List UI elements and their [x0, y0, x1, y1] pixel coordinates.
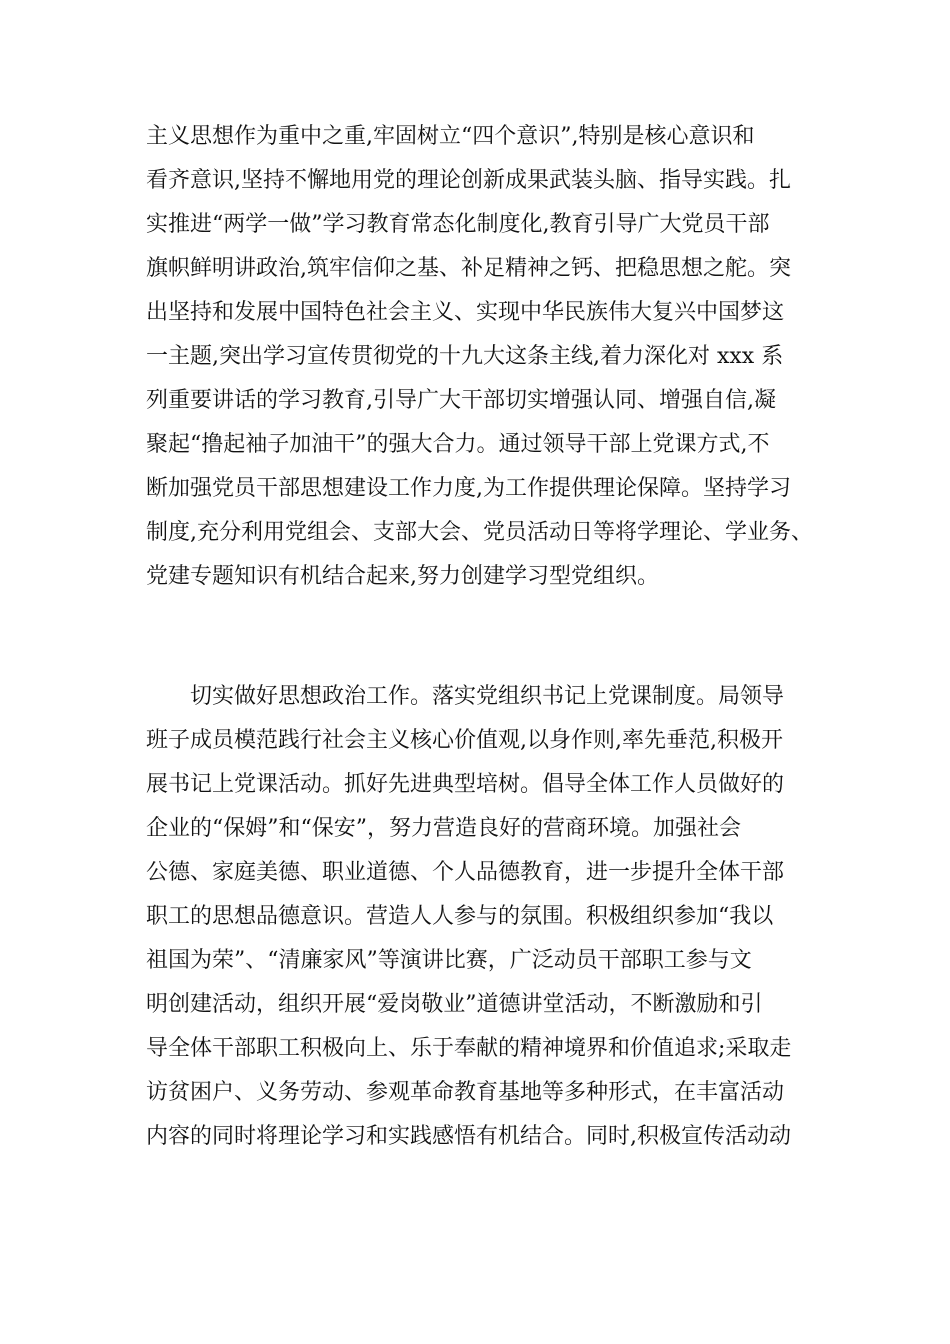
- text-line: 班子成员模范践行社会主义核心价值观,以身作则,率先垂范,积极开: [146, 728, 783, 753]
- paragraph-1: [146, 115, 813, 599]
- text-line: 看齐意识,坚持不懈地用党的理论创新成果武装头脑、指导实践。扎: [146, 168, 791, 193]
- text-line: 一主题,突出学习宣传贯彻党的十九大这条主线,着力深化对 xxx 系: [146, 344, 784, 369]
- text-line: 职工的思想品德意识。营造人人参与的氛围。积极组织参加“我以: [146, 904, 774, 929]
- text-line: 明创建活动，组织开展“爱岗敬业”道德讲堂活动，不断激励和引: [146, 992, 763, 1017]
- text-line: 出坚持和发展中国特色社会主义、实现中华民族伟大复兴中国梦这: [146, 300, 785, 325]
- text-line: 访贫困户、义务劳动、参观革命教育基地等多种形式，在丰富活动: [146, 1080, 785, 1105]
- text-line: 列重要讲话的学习教育,引导广大干部切实增强认同、增强自信,凝: [146, 388, 776, 413]
- paragraph-2: [146, 675, 810, 1159]
- text-line: 聚起“撸起袖子加油干”的强大合力。通过领导干部上党课方式,不: [146, 432, 770, 457]
- text-line: 祖国为荣”、“清廉家风”等演讲比赛，广泛动员干部职工参与文: [146, 948, 752, 973]
- text-line: 公德、家庭美德、职业道德、个人品德教育，进一步提升全体干部: [146, 860, 785, 885]
- text-line: 企业的“保姆”和“保安”，努力营造良好的营商环境。加强社会: [146, 816, 741, 841]
- text-line: 导全体干部职工积极向上、乐于奉献的精神境界和价值追求;采取走: [146, 1036, 792, 1061]
- text-line: 实推进“两学一做”学习教育常态化制度化,教育引导广大党员干部: [146, 212, 770, 237]
- text-line: 展书记上党课活动。抓好先进典型培树。倡导全体工作人员做好的: [146, 772, 785, 797]
- text-line: 断加强党员干部思想建设工作力度,为工作提供理论保障。坚持学习: [146, 476, 791, 501]
- text-line: 制度,充分利用党组会、支部大会、党员活动日等将学理论、学业务、: [146, 520, 813, 545]
- text-line: 主义思想作为重中之重,牢固树立“四个意识”,特别是核心意识和: [146, 124, 755, 149]
- text-line: 旗帜鲜明讲政治,筑牢信仰之基、补足精神之钙、把稳思想之舵。突: [146, 256, 791, 281]
- text-line: 切实做好思想政治工作。落实党组织书记上党课制度。局领导: [190, 684, 785, 709]
- text-line: 内容的同时将理论学习和实践感悟有机结合。同时,积极宣传活动动: [146, 1124, 791, 1149]
- text-line: 党建专题知识有机结合起来,努力创建学习型党组织。: [146, 564, 659, 589]
